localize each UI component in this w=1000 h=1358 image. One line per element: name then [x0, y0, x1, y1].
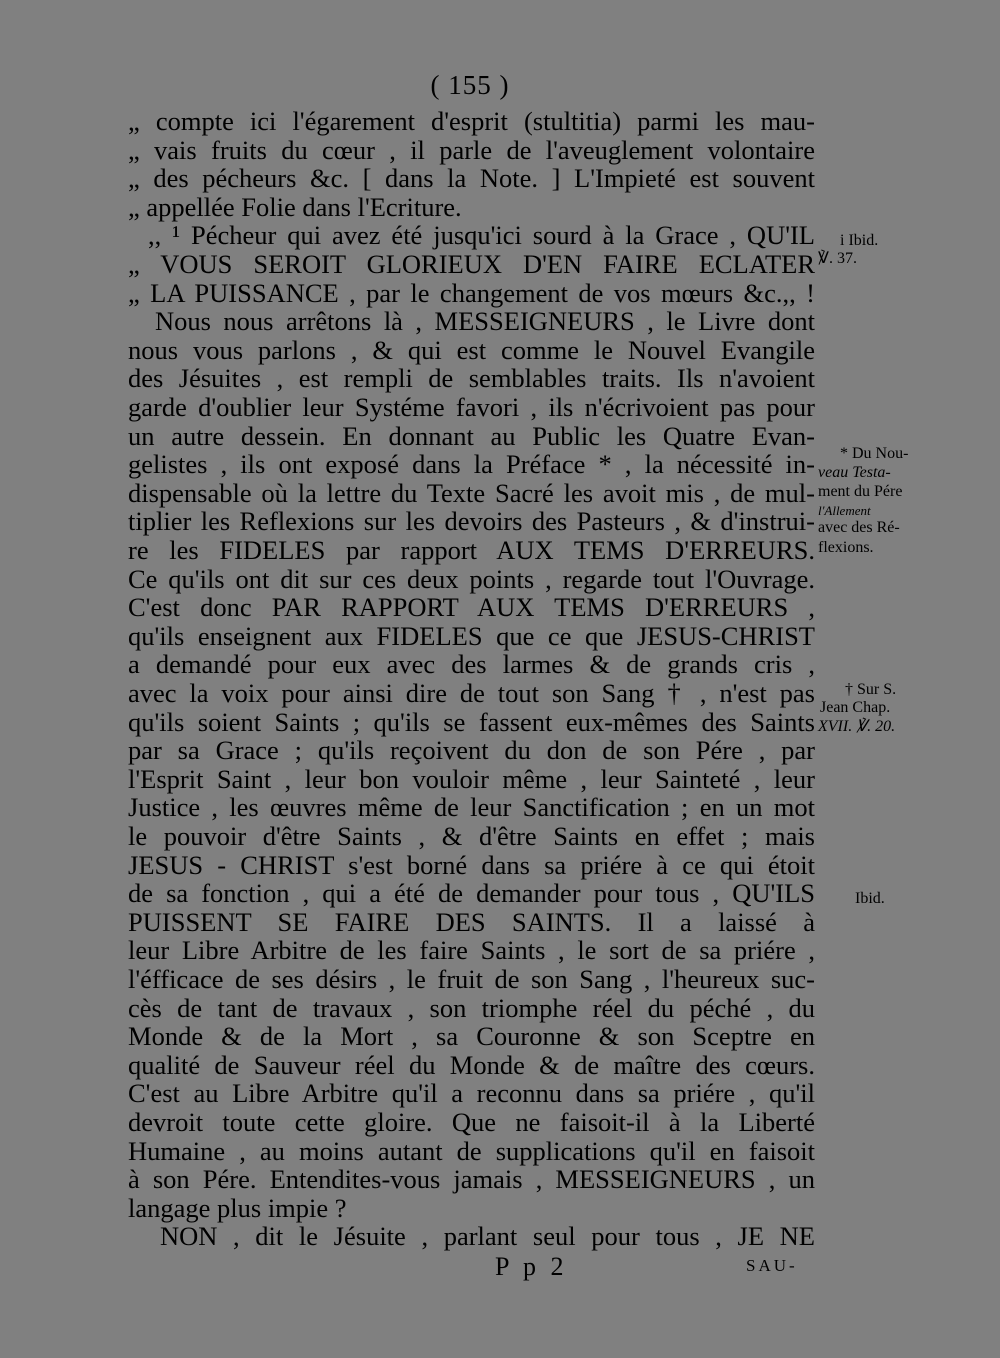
text-line: qu'ils soient Saints ; qu'ils se fassent eux-mêmes des Saints — [128, 706, 815, 737]
text-line: Justice , les œuvres même de leur Sanctification ; en un mot — [128, 792, 815, 823]
margin-note-ibid: i Ibid. — [840, 232, 879, 249]
text-line: langage plus impie ? — [128, 1192, 347, 1223]
text-line: „ LA PUISSANCE , par le changement de vos mœurs &c.,, ! — [128, 277, 815, 308]
text-line: „ appellée Folie dans l'Ecriture. — [128, 191, 462, 222]
text-line: PUISSENT SE FAIRE DES SAINTS. Il a laissé à — [128, 906, 815, 937]
margin-note-line: l'Allement — [818, 503, 871, 518]
text-line: à son Pére. Entendites-vous jamais , MESSEIGNEURS , un — [128, 1164, 815, 1195]
text-line: Ce qu'ils ont dit sur ces deux points , regarde tout l'Ouvrage. — [128, 563, 815, 594]
text-line: a demandé pour eux avec des larmes & de grands cris , — [128, 649, 815, 680]
margin-note-line: veau Testa- — [818, 464, 891, 481]
text-line: NON , dit le Jésuite , parlant seul pour tous , JE NE — [160, 1221, 815, 1252]
text-line: tiplier les Reflexions sur les devoirs des Pasteurs , & d'instrui- — [128, 506, 815, 537]
text-line: l'éfficace de ses désirs , le fruit de son Sang , l'heureux suc- — [128, 964, 815, 994]
text-line: des Jésuites , est rempli de semblables traits. Ils n'avoient — [128, 363, 815, 394]
text-line: ,, ¹ Pécheur qui avez été jusqu'ici sourd à la Grace , QU'IL — [148, 220, 815, 251]
text-line: C'est donc PAR RAPPORT AUX TEMS D'ERREURS , — [128, 592, 815, 623]
text-line: Humaine , au moins autant de supplications qu'il en faisoit — [128, 1135, 815, 1166]
text-line: cès de tant de travaux , son triomphe réel du péché , du — [128, 992, 815, 1023]
margin-note-line: † Sur S. — [845, 681, 897, 698]
text-line: Nous nous arrêtons là , MESSEIGNEURS , le Livre dont — [155, 306, 815, 337]
margin-note-line: avec des Ré- — [818, 519, 900, 536]
margin-note-ibid: Ibid. — [855, 890, 885, 907]
margin-note-line: Jean Chap. — [820, 699, 891, 716]
text-line: devroit toute cette gloire. Que ne faisoit-il à la Liberté — [128, 1107, 815, 1137]
page-number: ( 155 ) — [430, 70, 510, 100]
text-line: le pouvoir d'être Saints , & d'être Saints en effet ; mais — [128, 821, 815, 851]
text-line: un autre dessein. En donnant au Public les Quatre Evan- — [128, 420, 815, 451]
margin-note-line: flexions. — [818, 539, 874, 556]
text-line: re les FIDELES par rapport AUX TEMS D'ERREURS. — [128, 535, 815, 565]
text-line: par sa Grace ; qu'ils reçoivent du don de son Pére , par — [128, 735, 815, 766]
text-line: Monde & de la Mort , sa Couronne & son Sceptre en — [128, 1021, 815, 1052]
text-line: JESUS - CHRIST s'est borné dans sa priére à ce qui étoit — [128, 849, 815, 880]
margin-note-verse: ℣. 37. — [818, 250, 857, 267]
text-line: „ vais fruits du cœur , il parle de l'aveuglement volontaire — [128, 134, 815, 165]
text-line: „ des pécheurs &c. [ dans la Note. ] L'Impieté est souvent — [128, 163, 815, 194]
text-line: qualité de Sauveur réel du Monde & de maître des cœurs. — [128, 1049, 815, 1080]
text-line: C'est au Libre Arbitre qu'il a reconnu dans sa priére , qu'il — [128, 1078, 815, 1109]
signature-mark: P p 2 — [495, 1252, 568, 1281]
text-line: leur Libre Arbitre de les faire Saints , le sort de sa priére , — [128, 935, 815, 966]
margin-note-line: XVII. ℣. 20. — [818, 718, 896, 735]
catchword: SAU- — [746, 1256, 798, 1275]
text-line: garde d'oublier leur Systéme favori , ils n'écrivoient pas pour — [128, 392, 815, 422]
text-line: „ compte ici l'égarement d'esprit (stultitia) parmi les mau- — [128, 106, 815, 136]
text-line: gelistes , ils ont exposé dans la Préface * , la nécessité in- — [128, 449, 815, 480]
text-line: qu'ils enseignent aux FIDELES que ce que JESUS-CHRIST — [128, 620, 815, 651]
margin-note-line: * Du Nou- — [840, 445, 909, 462]
text-line: nous vous parlons , & qui est comme le Nouvel Evangile — [128, 334, 815, 365]
text-line: de sa fonction , qui a été de demander pour tous , QU'ILS — [128, 878, 815, 909]
text-line: l'Esprit Saint , leur bon vouloir même , leur Sainteté , leur — [128, 763, 815, 794]
text-line: „ VOUS SEROIT GLORIEUX D'EN FAIRE ECLATER — [128, 249, 815, 279]
margin-note-line: ment du Pére — [818, 483, 903, 500]
text-line: avec la voix pour ainsi dire de tout son Sang † , n'est pas — [128, 678, 815, 708]
text-line: dispensable où la lettre du Texte Sacré les avoit mis , de mul- — [128, 477, 815, 508]
